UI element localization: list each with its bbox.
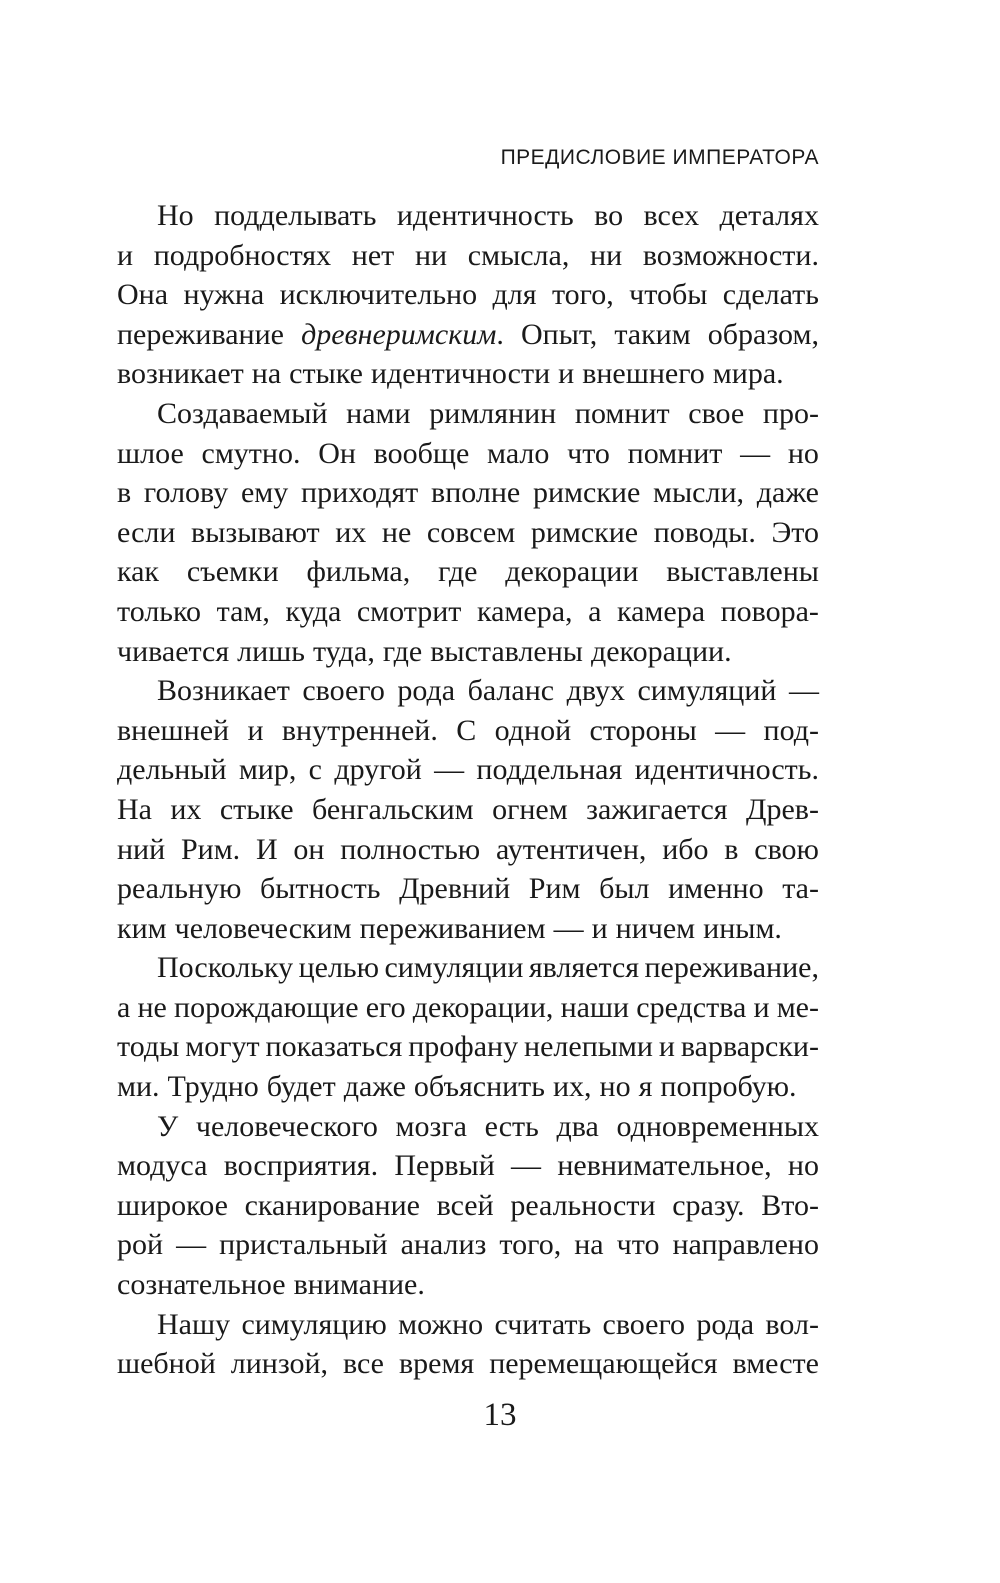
body-text (117, 196, 819, 1384)
text-line: модуса восприятия. Первый — невнимательное, но (117, 1149, 819, 1183)
text-line: сознательное внимание. (117, 1268, 425, 1302)
text-line: ким человеческим переживанием — и ничем иным. (117, 911, 782, 945)
text-line: только там, куда смотрит камера, а камера повора- (117, 594, 819, 628)
text-line: а не порождающие его декорации, наши средства и ме- (117, 990, 819, 1024)
text-line: если вызывают их не совсем римские поводы. Это (117, 515, 819, 549)
text-line: дельный мир, с другой — поддельная идентичность. (117, 753, 819, 787)
text-line: Она нужна исключительно для того, чтобы сделать (117, 278, 819, 312)
text-line: ми. Трудно будет даже объяснить их, но я попробую. (117, 1070, 797, 1104)
paragraph (117, 1305, 819, 1384)
text-line: шебной линзой, все время перемещающейся вместе (117, 1347, 819, 1381)
text-line: шлое смутно. Он вообще мало что помнит — но (117, 436, 819, 470)
text-line: внешней и внутренней. С одной стороны — под- (117, 713, 819, 747)
text-line: реальную бытность Древний Рим был именно та- (117, 872, 819, 906)
text-line: переживание древнеримским. Опыт, таким образом, (117, 317, 819, 351)
text-line: Нашу симуляцию можно считать своего рода вол- (157, 1307, 819, 1341)
text-line: рой — пристальный анализ того, на что направлено (117, 1228, 819, 1262)
paragraph (117, 671, 819, 948)
paragraph (117, 948, 819, 1106)
text-line: как съемки фильма, где декорации выставлены (117, 555, 819, 589)
text-line: Поскольку целью симуляции является переживание, (157, 951, 819, 985)
text-line: в голову ему приходят вполне римские мысли, даже (117, 476, 819, 510)
text-line: тоды могут показаться профану нелепыми и варварски- (117, 1030, 819, 1064)
text-line: возникает на стыке идентичности и внешнего мира. (117, 357, 784, 391)
text-line: широкое сканирование всей реальности сразу. Вто- (117, 1188, 819, 1222)
text-line: Возникает своего рода баланс двух симуляций — (157, 674, 819, 708)
text-line: и подробностях нет ни смысла, ни возможности. (117, 238, 819, 272)
paragraph (117, 1107, 819, 1305)
paragraph (117, 394, 819, 671)
running-head: ПРЕДИСЛОВИЕ ИМПЕРАТОРА (500, 146, 819, 169)
text-line: Создаваемый нами римлянин помнит свое про- (157, 396, 819, 430)
text-line: ний Рим. И он полностью аутентичен, ибо в свою (117, 832, 819, 866)
text-line: На их стыке бенгальским огнем зажигается Древ- (117, 792, 819, 826)
text-line: чивается лишь туда, где выставлены декорации. (117, 634, 732, 668)
paragraph (117, 196, 819, 394)
text-line: Но подделывать идентичность во всех деталях (157, 199, 819, 232)
page-number: 13 (483, 1397, 517, 1433)
text-line: У человеческого мозга есть два одновременных (157, 1109, 819, 1143)
